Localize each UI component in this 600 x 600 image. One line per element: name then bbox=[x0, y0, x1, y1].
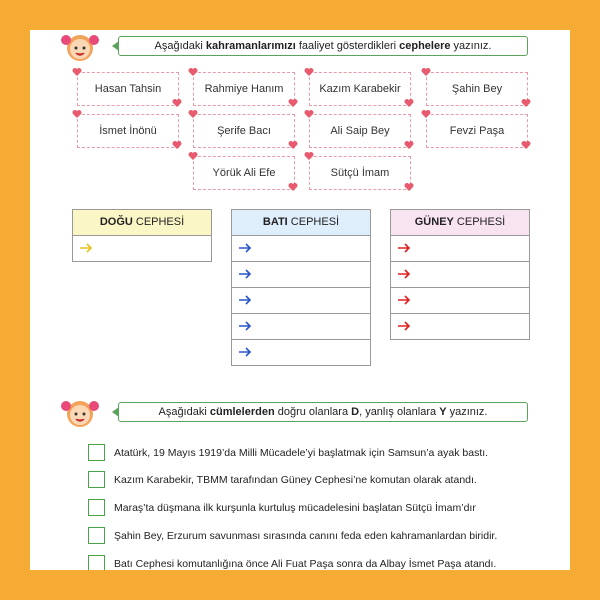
guney-front-table bbox=[390, 209, 530, 340]
heart-icon bbox=[288, 182, 298, 192]
heart-icon bbox=[288, 98, 298, 108]
heart-icon bbox=[188, 109, 198, 119]
arrow-right-icon bbox=[238, 347, 252, 357]
answer-box[interactable] bbox=[88, 499, 105, 516]
heart-icon bbox=[304, 109, 314, 119]
answer-row[interactable] bbox=[232, 340, 370, 365]
arrow-right-icon bbox=[79, 243, 93, 253]
answer-row[interactable] bbox=[232, 314, 370, 340]
arrow-right-icon bbox=[238, 321, 252, 331]
arrow-right-icon bbox=[238, 243, 252, 253]
answer-row[interactable] bbox=[232, 288, 370, 314]
answer-row[interactable] bbox=[391, 314, 529, 339]
heart-icon bbox=[521, 98, 531, 108]
hero-card: Ali Saip Bey bbox=[309, 114, 411, 148]
hero-card: Kazım Karabekir bbox=[309, 72, 411, 106]
arrow-right-icon bbox=[397, 243, 411, 253]
statement-item bbox=[88, 444, 558, 464]
guney-front-header: GÜNEY CEPHESİ bbox=[391, 210, 529, 236]
heart-icon bbox=[72, 67, 82, 77]
girl-mascot-icon bbox=[60, 396, 100, 430]
answer-row[interactable] bbox=[391, 288, 529, 314]
statement-item bbox=[88, 527, 558, 547]
heart-icon bbox=[404, 140, 414, 150]
arrow-right-icon bbox=[238, 295, 252, 305]
hero-card: İsmet İnönü bbox=[77, 114, 179, 148]
answer-row[interactable] bbox=[73, 236, 211, 261]
arrow-right-icon bbox=[397, 295, 411, 305]
statement-text: Atatürk, 19 Mayıs 1919’da Milli Mücadele’yi başlatmak için Samsun’a ayak bastı. bbox=[114, 447, 489, 459]
section2-instruction: Aşağıdaki cümlelerden doğru olanlara D, yanlış olanlara Y yazınız. bbox=[118, 402, 528, 422]
heart-icon bbox=[404, 182, 414, 192]
hero-card: Rahmiye Hanım bbox=[193, 72, 295, 106]
section1-instruction: Aşağıdaki kahramanlarımızı faaliyet gösterdikleri cephelere yazınız. bbox=[118, 36, 528, 56]
hero-card: Şerife Bacı bbox=[193, 114, 295, 148]
answer-row[interactable] bbox=[232, 262, 370, 288]
statement-item bbox=[88, 555, 558, 570]
heart-icon bbox=[304, 151, 314, 161]
dogu-front-header: DOĞU CEPHESİ bbox=[73, 210, 211, 236]
heart-icon bbox=[521, 140, 531, 150]
answer-row[interactable] bbox=[391, 262, 529, 288]
statement-text: Kazım Karabekir, TBMM tarafından Güney Cephesi’ne komutan olarak atandı. bbox=[114, 474, 477, 486]
heart-icon bbox=[172, 98, 182, 108]
statement-text: Şahin Bey, Erzurum savunması sırasında canını feda eden kahramanlardan biridir. bbox=[114, 530, 498, 542]
answer-box[interactable] bbox=[88, 471, 105, 488]
heart-icon bbox=[404, 98, 414, 108]
hero-card: Hasan Tahsin bbox=[77, 72, 179, 106]
dogu-front-table bbox=[72, 209, 212, 262]
heart-icon bbox=[288, 140, 298, 150]
arrow-right-icon bbox=[397, 321, 411, 331]
hero-card: Sütçü İmam bbox=[309, 156, 411, 190]
heart-icon bbox=[421, 67, 431, 77]
answer-box[interactable] bbox=[88, 527, 105, 544]
answer-box[interactable] bbox=[88, 444, 105, 461]
girl-mascot-icon bbox=[60, 30, 100, 64]
statement-text: Batı Cephesi komutanlığına önce Ali Fuat Paşa sonra da Albay İsmet Paşa atandı. bbox=[114, 558, 497, 570]
heart-icon bbox=[188, 67, 198, 77]
bati-front-table bbox=[231, 209, 371, 366]
answer-box[interactable] bbox=[88, 555, 105, 570]
hero-card: Şahin Bey bbox=[426, 72, 528, 106]
heart-icon bbox=[304, 67, 314, 77]
worksheet bbox=[30, 30, 570, 570]
statement-text: Maraş’ta düşmana ilk kurşunla kurtuluş mücadelesini başlatan Sütçü İmam’dır bbox=[114, 502, 476, 514]
answer-row[interactable] bbox=[232, 236, 370, 262]
answer-row[interactable] bbox=[391, 236, 529, 262]
heart-icon bbox=[188, 151, 198, 161]
hero-card: Fevzi Paşa bbox=[426, 114, 528, 148]
heart-icon bbox=[172, 140, 182, 150]
statement-item bbox=[88, 471, 558, 491]
heart-icon bbox=[421, 109, 431, 119]
bati-front-header: BATI CEPHESİ bbox=[232, 210, 370, 236]
arrow-right-icon bbox=[397, 269, 411, 279]
hero-card: Yörük Ali Efe bbox=[193, 156, 295, 190]
arrow-right-icon bbox=[238, 269, 252, 279]
heart-icon bbox=[72, 109, 82, 119]
statement-item bbox=[88, 499, 558, 519]
